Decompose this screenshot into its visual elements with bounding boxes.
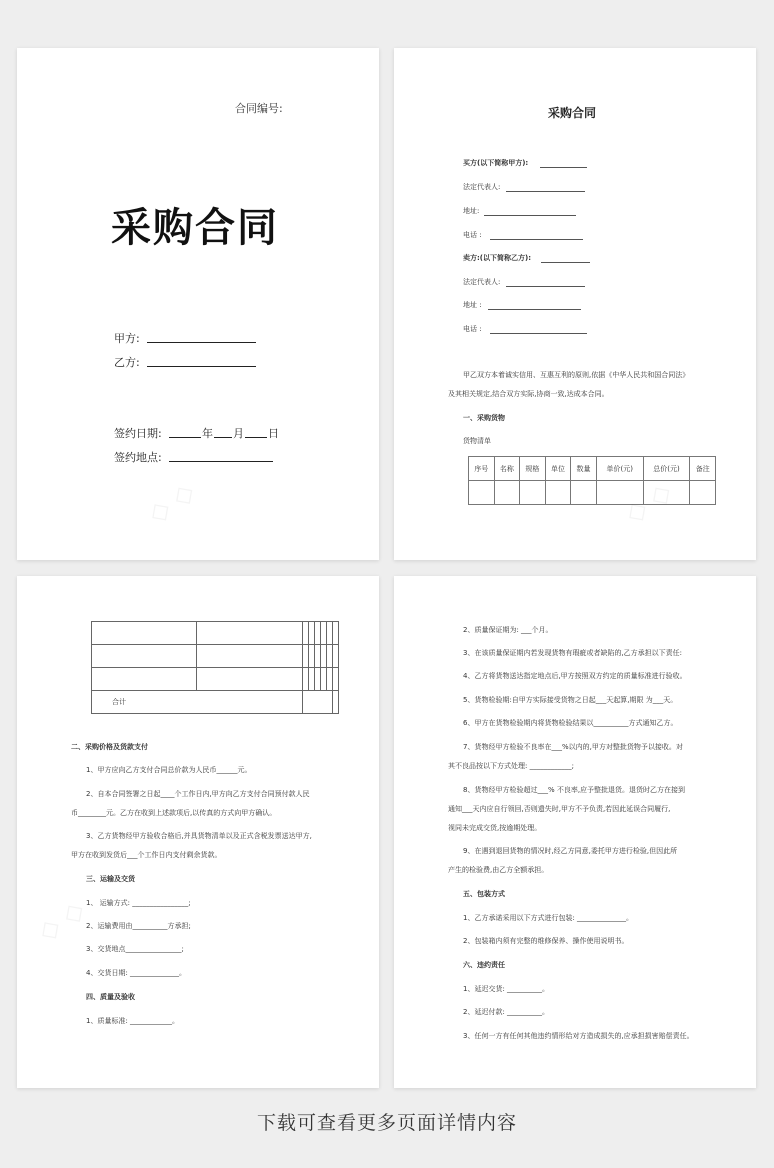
goods-table: [468, 456, 716, 505]
year-blank: [169, 437, 201, 438]
intro-line-1: 甲乙双方本着诚实信用、互惠互利的原则,依据《中华人民共和国合同法》: [463, 371, 690, 379]
header-cell: 单价(元): [596, 457, 643, 481]
phone-blank: [490, 239, 583, 240]
clause-line: 9、在遇到退回货物的情况时,经乙方同意,委托甲方进行检验,但因此所: [463, 847, 678, 855]
seller-legal-rep-label: 法定代表人:: [463, 278, 501, 286]
watermark: [143, 477, 200, 530]
buyer-blank: [540, 167, 587, 168]
goods-table-header-row: [469, 457, 716, 481]
clause-line: 2、质量保证期为: ___个月。: [463, 626, 553, 634]
table-row: [92, 668, 339, 691]
header-cell: 总价(元): [643, 457, 690, 481]
transport-clause-4: 4、交货日期: ______________。: [86, 969, 187, 977]
section-quality: 四、质量及验收: [86, 993, 135, 1001]
contract-page-3: [394, 576, 756, 1088]
section-transport: 三、运输及交货: [86, 875, 135, 883]
seller-phone-blank: [490, 333, 587, 334]
cover-page: [17, 48, 379, 560]
party-a-blank: [147, 342, 256, 343]
table-row: [92, 622, 339, 645]
seller-address-label: 地址 :: [463, 301, 482, 309]
day-label: 日: [268, 427, 279, 440]
transport-clause-1: 1、 运输方式: ________________;: [86, 899, 191, 907]
seller-phone-label: 电话 :: [463, 325, 482, 333]
clause-line: 1、乙方承诺采用以下方式进行包装: ______________。: [463, 914, 634, 922]
sign-place-label: 签约地点:: [114, 451, 162, 464]
clause-line: 3、任何一方有任何其他违约情形给对方造成损失的,应承担损害赔偿责任。: [463, 1032, 694, 1040]
transport-clause-2: 2、运输费用由__________方承担;: [86, 922, 191, 930]
clause-line: 7、货物经甲方检验不良率在___%以内的,甲方对整批货物予以接收。对: [463, 743, 683, 751]
day-blank: [245, 437, 267, 438]
sign-place-blank: [169, 461, 273, 462]
month-label: 月: [233, 427, 244, 440]
legal-rep-label: 法定代表人:: [463, 183, 501, 191]
watermark: [33, 895, 90, 948]
party-b-blank: [147, 366, 256, 367]
clause-line: 5、货物检验期:自甲方实际接受货物之日起___天起算,期限 为___天。: [463, 696, 678, 704]
seller-address-blank: [488, 309, 581, 310]
party-a-label: 甲方:: [114, 332, 140, 345]
year-label: 年: [202, 427, 213, 440]
buyer-label: 买方(以下简称甲方):: [463, 159, 529, 167]
clause-line: 8、货物经甲方检验超过___% 不良率,应予整批退货。退货时乙方在接到: [463, 786, 686, 794]
header-cell: 序号: [469, 457, 495, 481]
download-more-caption: 下载可查看更多页面详情内容: [256, 1112, 517, 1134]
price-clause-2a: 2、自本合同签署之日起____个工作日内,甲方向乙方支付合同预付款人民: [86, 790, 310, 798]
price-clause-1: 1、甲方应向乙方支付合同总价款为人民币______元。: [86, 766, 252, 774]
transport-clause-3: 3、交货地点________________;: [86, 945, 184, 953]
clause-line: 2、包装箱内须有完整的维修保养、操作使用说明书。: [463, 937, 629, 945]
contract-number-label: 合同编号:: [235, 102, 283, 115]
price-clause-2b: 币________元。乙方在收到上述款项后,以传真的方式向甲方确认。: [71, 809, 277, 817]
quality-clause-1: 1、质量标准: ____________。: [86, 1017, 180, 1025]
section-packaging: 五、包装方式: [463, 890, 505, 898]
goods-table-continued: [91, 621, 339, 714]
total-row: [92, 691, 339, 714]
header-cell: 单位: [545, 457, 571, 481]
clause-line: 3、在该质量保证期内若发现货物有瑕疵或者缺陷的,乙方承担以下责任:: [463, 649, 683, 657]
party-b-label: 乙方:: [114, 356, 140, 369]
clause-line: 2、延迟付款: __________。: [463, 1008, 550, 1016]
sign-date-label: 签约日期:: [114, 427, 162, 440]
clause-line: 4、乙方将货物送达指定地点后,甲方按照双方约定的质量标准进行验收。: [463, 672, 687, 680]
table-row: [92, 645, 339, 668]
contract-title: 采购合同: [548, 106, 597, 120]
address-label: 地址:: [463, 207, 480, 215]
seller-legal-rep-blank: [506, 286, 585, 287]
contract-page-2: [17, 576, 379, 1088]
price-clause-3a: 3、乙方货物经甲方验收合格后,并具货物清单以及正式含税发票送达甲方,: [86, 832, 312, 840]
clause-line: 6、甲方在货物检验期内将货物检验结果以__________方式通知乙方。: [463, 719, 678, 727]
contract-page-1: [394, 48, 756, 560]
price-clause-3b: 甲方在收到发货后___个工作日内支付剩余货款。: [71, 851, 222, 859]
address-blank: [484, 215, 576, 216]
seller-blank: [541, 262, 590, 263]
table-row: [469, 481, 716, 505]
legal-rep-blank: [506, 191, 585, 192]
header-cell: 备注: [690, 457, 716, 481]
header-cell: 规格: [520, 457, 546, 481]
goods-list-label: 货物清单: [463, 437, 491, 445]
total-label: 合计: [92, 691, 303, 714]
clause-line: 通知___天内应自行领回,否则遗失时,甲方不予负责,若因此延误合同履行,: [448, 805, 671, 813]
clause-line: 其不良品按以下方式处理: ____________;: [448, 762, 574, 770]
intro-line-2: 及其相关规定,结合双方实际,协商一致,达成本合同。: [448, 390, 609, 398]
section-breach: 六、违约责任: [463, 961, 505, 969]
seller-label: 卖方:(以下简称乙方):: [463, 254, 531, 262]
section-price: 二、采购价格及货款支付: [71, 743, 148, 751]
phone-label: 电话 :: [463, 231, 482, 239]
section-goods: 一、采购货物: [463, 414, 505, 422]
header-cell: 名称: [494, 457, 520, 481]
month-blank-left: [214, 437, 232, 438]
clause-line: 1、延迟交货: __________。: [463, 985, 550, 993]
cover-title: 采购合同: [111, 204, 279, 251]
header-cell: 数量: [571, 457, 597, 481]
clause-line: 产生的检验费,由乙方全额承担。: [448, 866, 549, 874]
clause-line: 视同未完成交货,按逾期处理。: [448, 824, 542, 832]
